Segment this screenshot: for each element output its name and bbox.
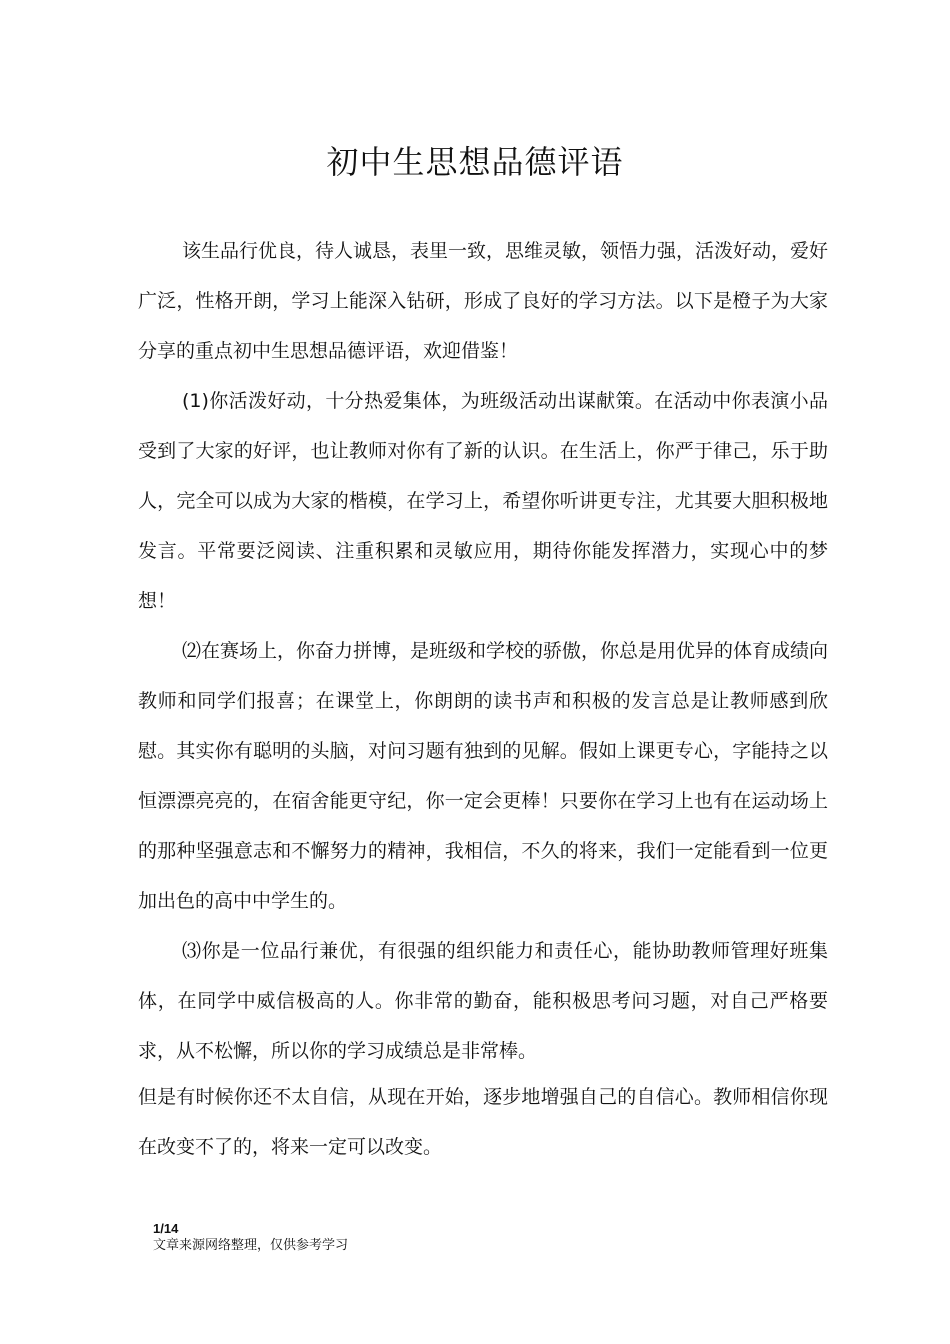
comment-paragraph-3: ⑶你是一位品行兼优，有很强的组织能力和责任心，能协助教师管理好班集体，在同学中威信极高的人。你非常的勤奋，能积极思考问习题，对自己严格要求，从不松懈，所以你的学习成绩总是非常棒。: [138, 940, 828, 1062]
comment-paragraph-3-continued: 但是有时候你还不太自信，从现在开始，逐步地增强自己的自信心。教师相信你现在改变不了的，将来一定可以改变。: [138, 1086, 828, 1158]
page-footer: [153, 1220, 348, 1254]
comment-paragraph-2: ⑵在赛场上，你奋力拼博，是班级和学校的骄傲，你总是用优异的体育成绩向教师和同学们报喜；在课堂上，你朗朗的读书声和积极的发言总是让教师感到欣慰。其实你有聪明的头脑，对问习题有独到的见解。假如上课更专心，字能持之以恒漂漂亮亮的，在宿舍能更守纪，你一定会更棒！只要你在学习上也有在运动场上的那种坚强意志和不懈努力的精神，我相信，不久的将来，我们一定能看到一位更加出色的高中中学生的。: [138, 640, 829, 912]
intro-paragraph: 该生品行优良，待人诚恳，表里一致，思维灵敏，领悟力强，活泼好动，爱好广泛，性格开朗，学习上能深入钻研，形成了良好的学习方法。以下是橙子为大家分享的重点初中生思想品德评语，欢迎借鉴！: [138, 240, 829, 362]
comment-paragraph-1: (1)你活泼好动，十分热爱集体，为班级活动出谋献策。在活动中你表演小品受到了大家的好评，也让教师对你有了新的认识。在生活上，你严于律己，乐于助人，完全可以成为大家的楷模，在学习上，希望你听讲更专注，尤其要大胆积极地发言。平常要泛阅读、注重积累和灵敏应用，期待你能发挥潜力，实现心中的梦想！: [138, 390, 828, 612]
page-number: 1/14: [153, 1221, 179, 1236]
document-title: 初中生思想品德评语: [326, 143, 624, 181]
source-note: 文章来源网络整理，仅供参考学习: [153, 1238, 349, 1253]
document-body: [138, 226, 828, 1172]
